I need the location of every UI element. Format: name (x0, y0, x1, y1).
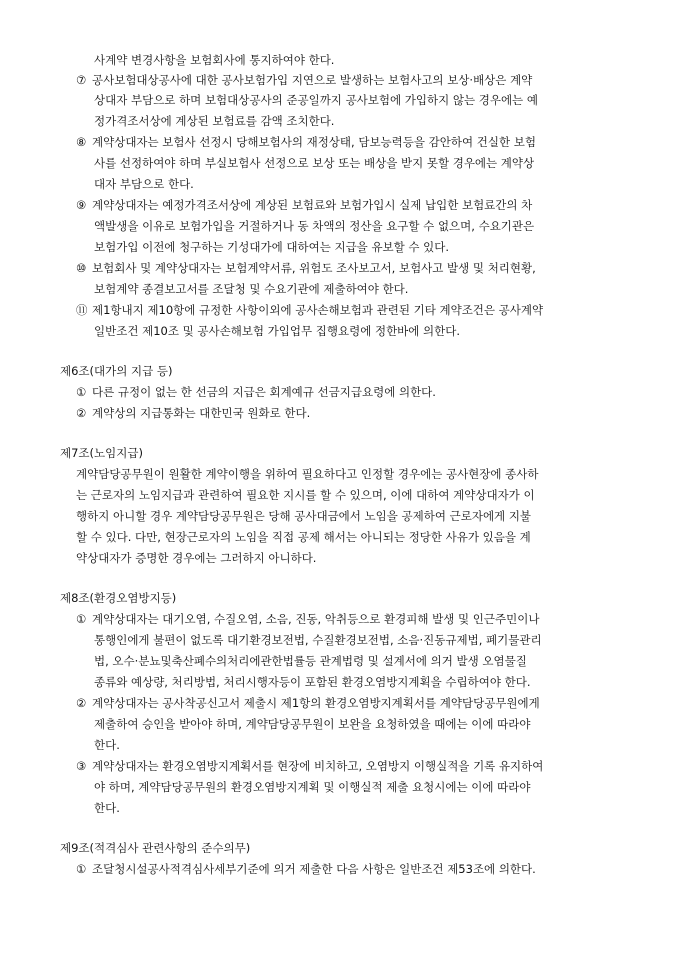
text-line: 한다. (94, 738, 120, 752)
item-1 (76, 384, 436, 400)
text-line: 조달청시설공사적격심사세부기준에 의거 제출한 다음 사항은 일반조건 제53조에 의한다. (92, 862, 536, 876)
text-line: 제출하여 승인을 받아야 하며, 계약담당공무원이 보완을 요청하였을 때에는 이에 따라야 (94, 717, 531, 731)
item-number: ③ (76, 759, 87, 773)
article-7-heading: 제7조(노임지급) (60, 446, 143, 460)
text-line: 대자 부담으로 한다. (94, 177, 194, 191)
item-number: ① (76, 385, 87, 399)
item-number: ① (76, 862, 87, 876)
text-line: 제1항내지 제10항에 규정한 사항이외에 공사손해보험과 관련된 기타 계약조건은 공사계약 (92, 303, 544, 317)
item-number: ② (76, 406, 87, 420)
text-line: 할 수 있다. 다만, 현장근로자의 노임을 직접 공제 해서는 아니되는 정당한 사유가 있음을 계 (76, 530, 531, 544)
text-line: 계약상대자는 공사착공신고서 제출시 제1항의 환경오염방지계획서를 계약담당공무원에게 (92, 696, 540, 710)
item-number: ⑧ (76, 135, 87, 149)
item-10 (76, 260, 536, 276)
text-line: 액발생을 이유로 보험가입을 거절하거나 동 차액의 정산을 요구할 수 없으며, 수요기관은 (94, 219, 535, 233)
text-line: 약상대자가 증명한 경우에는 그러하지 아니하다. (76, 551, 317, 565)
text-line: 계약상대자는 대기오염, 수질오염, 소음, 진동, 악취등으로 환경피해 발생 및 인근주민이나 (92, 612, 540, 626)
text-line: 종류와 예상량, 처리방법, 처리시행자등이 포함된 환경오염방지계획을 수립하여야 한다. (94, 675, 531, 689)
text-line: 정가격조서상에 계상된 보험료를 감액 조치한다. (94, 114, 335, 128)
item-number: ⑨ (76, 198, 87, 212)
text-line: 계약상대자는 보험사 선정시 당해보험사의 재정상태, 담보능력등을 감안하여 건실한 보험 (92, 135, 536, 149)
article-8-heading: 제8조(환경오염방지등) (60, 591, 177, 605)
text-line: 다른 규정이 없는 한 선금의 지급은 회계예규 선금지급요령에 의한다. (92, 385, 436, 399)
text-line: 사계약 변경사항을 보험회사에 통지하여야 한다. (94, 53, 335, 67)
text-line: 는 근로자의 노임지급과 관련하여 필요한 지시를 할 수 있으며, 이에 대하여 계약상대자가 이 (76, 488, 535, 502)
text-line: 일반조건 제10조 및 공사손해보험 가입업무 집행요령에 정한바에 의한다. (94, 324, 461, 338)
text-line: 사를 선정하여야 하며 부실보험사 선정으로 보상 또는 배상을 받지 못할 경우에는 계약상 (94, 156, 535, 170)
item-3 (76, 758, 543, 774)
item-number: ① (76, 612, 87, 626)
item-7 (76, 72, 532, 88)
text-line: 계약상대자는 환경오염방지계획서를 현장에 비치하고, 오염방지 이행실적을 기록 유지하여 (92, 759, 544, 773)
article-9-heading: 제9조(적격심사 관련사항의 준수의무) (60, 841, 251, 855)
text-line: 계약담당공무원이 원활한 계약이행을 위하여 필요하다고 인정할 경우에는 공사현장에 종사하 (76, 467, 539, 481)
item-number: ② (76, 696, 87, 710)
item-2 (76, 405, 310, 421)
text-line: 행하지 아니할 경우 계약담당공무원은 당해 공사대금에서 노임을 공제하여 근로자에게 지불 (76, 509, 532, 523)
text-line: 계약상대자는 예정가격조서상에 계상된 보험료와 보험가입시 실제 납입한 보험료간의 차 (92, 198, 533, 212)
text-line: 야 하며, 계약담당공무원의 환경오염방지계획 및 이행실적 제출 요청시에는 이에 따라야 (94, 780, 531, 794)
text-line: 보험가입 이전에 청구하는 기성대가에 대하여는 지급을 유보할 수 있다. (94, 240, 450, 254)
item-number: ⑩ (76, 261, 87, 275)
item-9 (76, 197, 532, 213)
text-line: 보험계약 종결보고서를 조달청 및 수요기관에 제출하여야 한다. (94, 282, 409, 296)
text-line: 공사보험대상공사에 대한 공사보험가입 지연으로 발생하는 보험사고의 보상·배상은 계약 (92, 73, 533, 87)
text-line: 보험회사 및 계약상대자는 보험계약서류, 위험도 조사보고서, 보험사고 발생 및 처리현황, (92, 261, 536, 275)
item-number: ⑪ (76, 303, 88, 317)
item-11 (76, 302, 543, 318)
text-line: 법, 오수·분뇨및축산폐수의처리에관한법률등 관계법령 및 설계서에 의거 발생 오염물질 (94, 654, 527, 668)
text-line: 통행인에게 불편이 없도록 대기환경보전법, 수질환경보전법, 소음·진동규제법, 폐기물관리 (94, 633, 542, 647)
item-8 (76, 134, 536, 150)
item-number: ⑦ (76, 73, 87, 87)
text-line: 한다. (94, 801, 120, 815)
text-line: 계약상의 지급통화는 대한민국 원화로 한다. (92, 406, 311, 420)
item-1 (76, 611, 539, 627)
item-1 (76, 861, 536, 877)
item-2 (76, 695, 540, 711)
text-line: 상대자 부담으로 하며 보험대상공사의 준공일까지 공사보험에 가입하지 않는 경우에는 예 (94, 93, 538, 107)
article-6-heading: 제6조(대가의 지급 등) (60, 364, 173, 378)
